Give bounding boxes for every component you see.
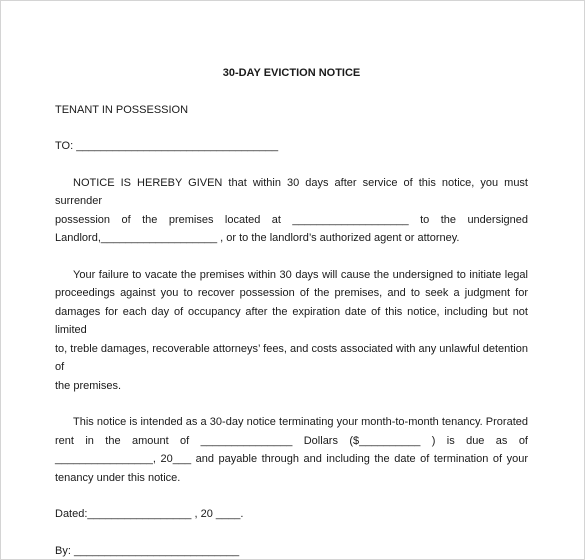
failure-line-2: proceedings against you to recover possession of the premises, and to seek a judgment for [55,287,528,299]
notice-line-3: Landlord,___________________ , or to the landlord’s authorized agent or attorney. [55,232,460,244]
document-title: 30-DAY EVICTION NOTICE [222,67,361,79]
intent-line-4: tenancy under this notice. [55,471,181,484]
tenant-line: TENANT IN POSSESSION [55,103,189,116]
notice-paragraph [55,174,528,248]
signature-line: By: ___________________________ [55,544,240,557]
failure-line-5: the premises. [55,379,122,392]
to-line: TO: _________________________________ [55,140,279,152]
intent-line-1: This notice is intended as a 30-day notice terminating your month-to-month tenancy. Prorated [73,416,528,428]
intent-paragraph [55,413,528,487]
failure-line-1: Your failure to vacate the premises within 30 days will cause the undersigned to initiate legal [73,268,528,281]
failure-line-3: damages for each day of occupancy after the expiration date of this notice, including but not limited [55,305,528,336]
notice-line-2: possession of the premises located at ___________________ to the undersigned [55,213,528,226]
notice-line-1: NOTICE IS HEREBY GIVEN that within 30 days after service of this notice, you must surrender [55,176,528,207]
failure-line-4: to, treble damages, recoverable attorneys’ fees, and costs associated with any unlawful detention of [55,342,528,373]
intent-line-3: ________________, 20___ and payable through and including the date of termination of your [55,453,528,465]
failure-paragraph [55,266,528,396]
dated-line: Dated:_________________ , 20 ____. [55,508,244,520]
document-body [55,64,528,560]
intent-line-2: rent in the amount of _______________ Dollars ($__________ ) is due as of [55,434,528,447]
